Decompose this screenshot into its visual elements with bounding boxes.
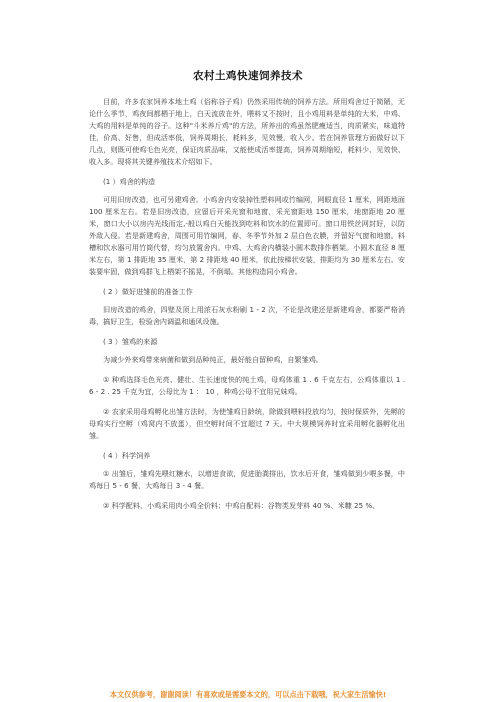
section-heading-1: (1 ）鸡舍的构造 <box>103 177 156 186</box>
paragraph-breeder-selection: ① 种鸡选择毛色光亮、健壮、生长速度快的纯土鸡，母鸡体重 1 . 6 千克左右，公鸡体重以 1 . 6 - 2 . 25 千克为宜，公母比为 1 ： 10 ，种鸡公母不宜用兄妹鸡。 <box>89 375 405 396</box>
paragraph-preparation: 旧房改造的鸡舍，四壁及顶上用浓石灰水粉刷 1 - 2 次，不论是改建还是新建鸡舍，都要严格消毒，搞好卫生，检验舍内调温和通风设施。 <box>89 305 405 326</box>
document-title: 农村土鸡快速饲养技术 <box>193 70 303 82</box>
download-footer-banner[interactable]: 本文仅供参考，谢谢阅读！有喜欢或是需要本文的，可以点击下载哦，祝大家生活愉快! <box>109 690 387 699</box>
paragraph-feed-formula: ② 科学配料，小鸡采用肉小鸡全价料；中鸡自配料：谷物类发芽料 40 %、米糠 25 %、 <box>103 501 380 510</box>
section-heading-3: ( 3 ）雏鸡的来源 <box>103 337 158 346</box>
paragraph-intro: 目前，许多农家饲养本地土鸡（俗称谷子鸡）仍然采用传统的饲养方法。所用鸡舍过于简陋，无论什么季节，鸡夜间都栖于地上，白天流放在外，喂料又不按时，且小鸡用料是单纯的大米，中鸡、大鸡的用料是单纯的谷子。这种"斗米养斤鸡"的方法，所养出的鸡虽然肥瘦适当，肉质紧实，味道特佳，价高、好售，但成活率低，饲养周期长，耗料多，见效慢，收入少。若在饲养管理方面做好以下几点，则既可使鸡毛色光亮，保证肉质品味，又能使成活率提高，饲养周期缩短，耗料少、见效快、收入多。现将其关键养殖技术介绍如下。 <box>89 97 405 166</box>
paragraph-coop-structure: 可用旧房改造，也可另建鸡舍。小鸡舍内安装掉性塑料网或竹编网，网眼直径 1 厘米，网距地面 100 厘米左右。若是旧房改造，应留后开采光窗和地窗，采光窗距地 150 厘米，地窗距地 20 厘米，窗口大小以房内光线而定,-般以鸡白天能找到吃料和饮水的位置即可。窗口用铁丝网封好，以防外敌入侵。若是新建鸡舍，周围可用竹编网，春、冬季节外加 2 层白色衣膜，并留好气窗和地窗。料槽和饮水器可用竹筒代替，均匀放置舍内。中鸡、大鸡舍内横装小圆木数排作栖架。小圆木直径 8 厘米左右，第 1 排距地 35 厘米，第 2 排距地 40 厘米，依此按梯状安装，排距均为 30 厘米左右。安装要牢固，做到鸡群飞上栖架不摇晃，不倒塌。其他构造同小鸡舍。 <box>89 195 405 276</box>
paragraph-hatching: ② 农家采用母鸡孵化出雏方法时，为使雏鸡日龄统，除做到喂料投放均匀，按时保质外，先孵的母鸡实行空孵（鸡窝内不放蛋），但空孵时间不宜超过 7 天。中大规模饲养时宜采用孵化器孵化出雏。 <box>89 407 405 440</box>
section-heading-4: ( 4 ）科学饲养 <box>103 451 151 460</box>
paragraph-feeding: ① 出雏后，雏鸡先喂红糖水，以增进食欲，促进胎粪排出，饮水后开食，雏鸡做到少喂多餐，中鸡每日 5 - 6 餐，大鸡每日 3 - 4 餐。 <box>89 469 405 490</box>
paragraph-chick-source: 为减少外来鸡带来病菌和做到品种纯正，最好能自留种鸡，自繁雏鸡。 <box>103 355 323 364</box>
section-heading-2: ( 2 ）做好进雏前的准备工作 <box>103 287 193 296</box>
document-body <box>89 96 405 520</box>
